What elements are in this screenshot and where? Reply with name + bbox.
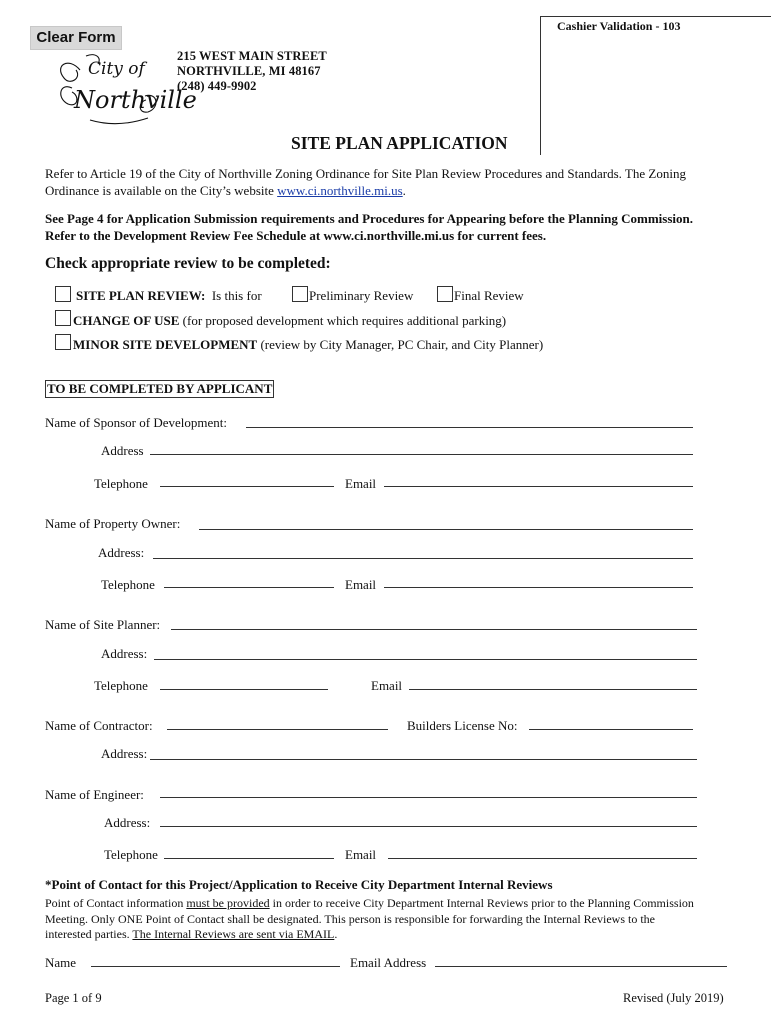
- engineer-address-label: Address:: [104, 815, 151, 830]
- contractor-address-field[interactable]: [150, 759, 697, 760]
- intro-text: Ordinance is available on the City’s website: [45, 183, 278, 198]
- builders-license-label: Builders License No:: [407, 718, 518, 733]
- engineer-field[interactable]: [160, 797, 697, 798]
- notice-line-1: See Page 4 for Application Submission requirements and Procedures for Appearing before the Planning Commission.: [45, 211, 693, 226]
- minor-site-development-checkbox[interactable]: [55, 334, 71, 350]
- contact-paragraph: Point of Contact information must be provided in order to receive City Department Internal Reviews prior to the Planning Commission Meeting. Only ONE Point of Contact shall be designated. This person is responsible for forwarding the Internal Reviews to the interested parties. The Internal Reviews are sent via EMAIL.: [45, 896, 694, 941]
- contact-name-field[interactable]: [91, 966, 340, 967]
- builders-license-field[interactable]: [529, 729, 693, 730]
- sponsor-label: Name of Sponsor of Development:: [45, 415, 227, 430]
- planner-field[interactable]: [171, 629, 697, 630]
- planner-address-label: Address:: [101, 646, 148, 661]
- contractor-field[interactable]: [167, 729, 388, 730]
- final-review-label: Final Review: [454, 288, 524, 303]
- cashier-validation-label: Cashier Validation - 103: [557, 19, 681, 33]
- owner-address-label: Address:: [98, 545, 145, 560]
- owner-telephone-field[interactable]: [164, 587, 334, 588]
- cashier-validation-box: [540, 16, 771, 155]
- page-title: SITE PLAN APPLICATION: [291, 133, 508, 153]
- intro-line-1: Refer to Article 19 of the City of Northville Zoning Ordinance for Site Plan Review Procedures and Standards. The Zoning: [45, 166, 686, 181]
- sponsor-field[interactable]: [246, 427, 693, 428]
- sponsor-telephone-label: Telephone: [94, 476, 148, 491]
- owner-email-field[interactable]: [384, 587, 693, 588]
- engineer-email-label: Email: [345, 847, 377, 862]
- city-logo: [50, 48, 197, 128]
- page-number: Page 1 of 9: [45, 991, 102, 1005]
- planner-email-field[interactable]: [409, 689, 697, 690]
- minor-site-development-label: MINOR SITE DEVELOPMENT (review by City Manager, PC Chair, and City Planner): [73, 337, 544, 352]
- planner-label: Name of Site Planner:: [45, 617, 161, 632]
- engineer-telephone-field[interactable]: [164, 858, 334, 859]
- engineer-telephone-label: Telephone: [104, 847, 158, 862]
- contractor-address-label: Address:: [101, 746, 148, 761]
- contact-email-field[interactable]: [435, 966, 727, 967]
- review-heading: Check appropriate review to be completed:: [45, 255, 331, 272]
- contact-name-label: Name: [45, 955, 77, 970]
- owner-label: Name of Property Owner:: [45, 516, 181, 531]
- section-title: TO BE COMPLETED BY APPLICANT: [47, 381, 273, 396]
- owner-email-label: Email: [345, 577, 377, 592]
- final-review-checkbox[interactable]: [437, 286, 453, 302]
- intro-period: .: [402, 183, 406, 198]
- site-plan-review-checkbox[interactable]: [55, 286, 71, 302]
- address-phone: (248) 449-9902: [177, 79, 257, 93]
- sponsor-address-field[interactable]: [150, 454, 693, 455]
- sponsor-email-label: Email: [345, 476, 377, 491]
- svg-text:City of: City of: [88, 59, 145, 79]
- website-link[interactable]: www.ci.northville.mi.us: [277, 183, 403, 198]
- preliminary-review-label: Preliminary Review: [309, 288, 414, 303]
- notice-line-2: Refer to the Development Review Fee Schedule at www.ci.northville.mi.us for current fees.: [45, 228, 547, 243]
- engineer-email-field[interactable]: [388, 858, 697, 859]
- change-of-use-checkbox[interactable]: [55, 310, 71, 326]
- intro-line-2: [45, 182, 406, 199]
- owner-telephone-label: Telephone: [101, 577, 155, 592]
- sponsor-telephone-field[interactable]: [160, 486, 334, 487]
- change-of-use-label: CHANGE OF USE (for proposed development which requires additional parking): [73, 313, 507, 328]
- address-street: 215 WEST MAIN STREET: [177, 49, 327, 63]
- sponsor-address-label: Address: [101, 443, 144, 458]
- planner-email-label: Email: [371, 678, 403, 693]
- planner-telephone-label: Telephone: [94, 678, 148, 693]
- clear-form-button[interactable]: Clear Form: [30, 26, 122, 50]
- svg-text:Northville: Northville: [74, 86, 197, 114]
- contractor-label: Name of Contractor:: [45, 718, 153, 733]
- planner-address-field[interactable]: [154, 659, 697, 660]
- contact-email-label: Email Address: [350, 955, 427, 970]
- sponsor-email-field[interactable]: [384, 486, 693, 487]
- site-plan-review-label: SITE PLAN REVIEW: Is this for: [76, 288, 262, 303]
- preliminary-review-checkbox[interactable]: [292, 286, 308, 302]
- address-city: NORTHVILLE, MI 48167: [177, 64, 321, 78]
- engineer-address-field[interactable]: [160, 826, 697, 827]
- revised-date: Revised (July 2019): [623, 991, 724, 1005]
- owner-field[interactable]: [199, 529, 693, 530]
- owner-address-field[interactable]: [153, 558, 693, 559]
- contact-heading: *Point of Contact for this Project/Application to Receive City Department Internal Reviews: [45, 877, 553, 892]
- planner-telephone-field[interactable]: [160, 689, 328, 690]
- engineer-label: Name of Engineer:: [45, 787, 144, 802]
